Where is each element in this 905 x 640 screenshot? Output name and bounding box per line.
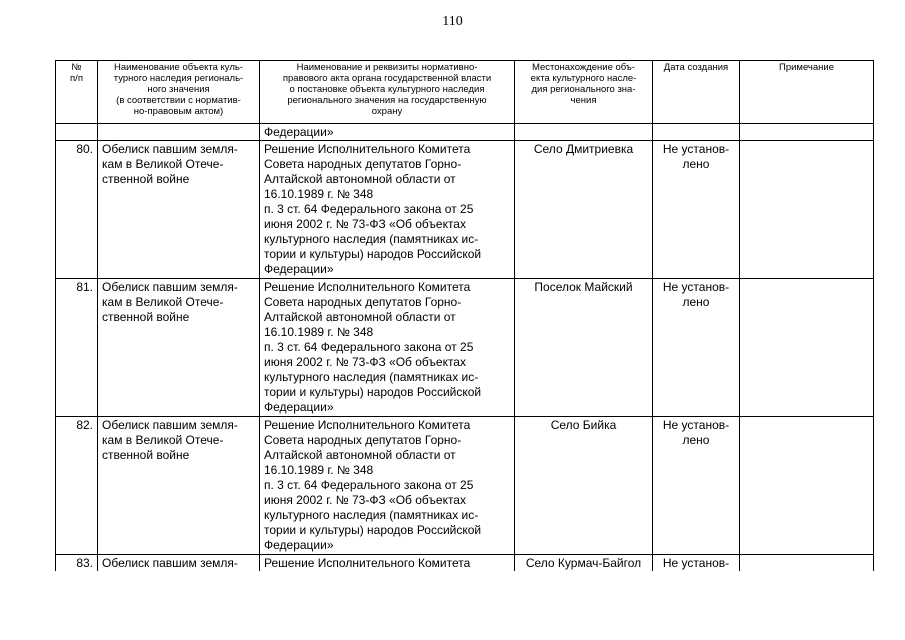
note-cell: [740, 279, 874, 417]
legal-act-cell: Решение Исполнительного Комитета: [260, 555, 515, 588]
legal-act-cell: Решение Исполнительного Комитета Совета народных депутатов Горно- Алтайской автономной области от 16.10.1989 г. № 348 п. 3 ст. 64 Федерального закона от 25 июня 2002 г. № 73-ФЗ «Об объектах культурного наследия (памятниках ис- тории и культуры) народов Российской Федерации»: [260, 141, 515, 279]
header-legal-act: Наименование и реквизиты нормативно- правового акта органа государственной власти о постановке объекта культурного наследия регионального значения на государственную охрану: [260, 61, 515, 124]
row-number: 82.: [56, 417, 98, 555]
legal-act-cell: Решение Исполнительного Комитета Совета народных депутатов Горно- Алтайской автономной области от 16.10.1989 г. № 348 п. 3 ст. 64 Федерального закона от 25 июня 2002 г. № 73-ФЗ «Об объектах культурного наследия (памятниках ис- тории и культуры) народов Российской Федерации»: [260, 279, 515, 417]
date-cell: Не установ- лено: [653, 141, 740, 279]
location-cell: Село Бийка: [515, 417, 653, 555]
note-cell: [740, 417, 874, 555]
table-row: [56, 141, 874, 279]
legal-act-cell: Решение Исполнительного Комитета Совета народных депутатов Горно- Алтайской автономной области от 16.10.1989 г. № 348 п. 3 ст. 64 Федерального закона от 25 июня 2002 г. № 73-ФЗ «Об объектах культурного наследия (памятниках ис- тории и культуры) народов Российской Федерации»: [260, 417, 515, 555]
location-cell: Поселок Майский: [515, 279, 653, 417]
header-note: Примечание: [740, 61, 874, 124]
cell: [56, 124, 98, 141]
row-number: 81.: [56, 279, 98, 417]
continuation-row: [56, 124, 874, 141]
row-number: 80.: [56, 141, 98, 279]
header-object-name: Наименование объекта куль- турного наследия региональ- ного значения (в соответствии с норматив- но-правовым актом): [98, 61, 260, 124]
page-bottom-margin: [0, 571, 905, 640]
table-row: [56, 417, 874, 555]
object-name-cell: Обелиск павшим земля- кам в Великой Отече- ственной войне: [98, 417, 260, 555]
date-cell: Не установ- лено: [653, 417, 740, 555]
object-name-cell: Обелиск павшим земля-: [98, 555, 260, 588]
cell: [98, 124, 260, 141]
heritage-registry-table: [55, 60, 874, 588]
location-cell: Село Курмач-Байгол: [515, 555, 653, 588]
continuation-text: Федерации»: [260, 124, 515, 141]
row-number: 83.: [56, 555, 98, 588]
page-number: 110: [442, 14, 463, 29]
date-cell: Не установ- лено: [653, 279, 740, 417]
cell: [740, 124, 874, 141]
header-date: Дата создания: [653, 61, 740, 124]
location-cell: Село Дмитриевка: [515, 141, 653, 279]
object-name-cell: Обелиск павшим земля- кам в Великой Отече- ственной войне: [98, 141, 260, 279]
cell: [653, 124, 740, 141]
table-header-row: [56, 61, 874, 124]
header-location: Местонахождение объ- екта культурного насле- дия регионального зна- чения: [515, 61, 653, 124]
table-row: [56, 279, 874, 417]
object-name-cell: Обелиск павшим земля- кам в Великой Отече- ственной войне: [98, 279, 260, 417]
header-num: № п/п: [56, 61, 98, 124]
note-cell: [740, 141, 874, 279]
date-cell: Не установ-: [653, 555, 740, 588]
cell: [515, 124, 653, 141]
